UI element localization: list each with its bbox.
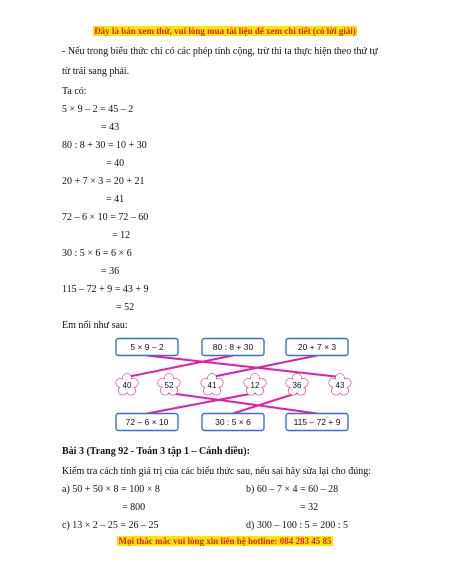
expression-label: 30 : 5 × 6 [215, 417, 251, 428]
footer-notice: Mọi thắc mắc vui lòng xin liên hệ hotline: 084 283 45 85 [118, 536, 332, 546]
calc-result: = 36 [101, 266, 120, 277]
exercise-b-result: = 32 [300, 502, 319, 513]
expression-box-top [202, 339, 264, 356]
calc-expr: 115 – 72 + 9 = 43 + 9 [62, 284, 149, 295]
flower-value: 36 [292, 381, 302, 390]
exercise-a-result: = 800 [122, 502, 146, 513]
flower-badge [244, 374, 266, 395]
expression-box-bottom [116, 414, 178, 431]
expression-label: 5 × 9 – 2 [130, 342, 164, 353]
expression-box-bottom [286, 414, 348, 431]
intro-line-2: từ trái sang phải. [62, 66, 130, 77]
calc-result: = 43 [101, 122, 120, 133]
calc-expr: 20 + 7 × 3 = 20 + 21 [62, 176, 145, 187]
expression-label: 72 – 6 × 10 [125, 417, 169, 428]
exercise-d: d) 300 – 100 : 5 = 200 : 5 [246, 520, 349, 531]
flower-badge [286, 374, 308, 395]
ta-co-label: Ta có: [62, 86, 87, 97]
flower-value: 12 [250, 381, 260, 390]
bai3-instruction: Kiểm tra cách tính giá trị của các biểu thức sau, nếu sai hãy sửa lại cho đúng: [62, 466, 372, 477]
expression-box-top [116, 339, 178, 356]
expression-box-bottom [202, 414, 264, 431]
flower-badge [158, 374, 180, 395]
flower-value: 43 [335, 381, 345, 390]
calc-expr: 30 : 5 × 6 = 6 × 6 [62, 248, 132, 259]
expression-label: 20 + 7 × 3 [297, 342, 337, 353]
expression-box-top [286, 339, 348, 356]
header-notice: Đây là bản xem thử, vui lòng mua tài liệu để xem chi tiết (có lời giải) [94, 26, 356, 36]
intro-line-1: - Nếu trong biểu thức chỉ có các phép tính cộng, trừ thì ta thực hiện theo thứ tự [62, 46, 378, 57]
flower-badge [116, 374, 138, 395]
flower-value: 41 [207, 381, 217, 390]
exercise-b: b) 60 – 7 × 4 = 60 – 28 [246, 484, 339, 495]
exercise-c: c) 13 × 2 – 25 = 26 – 25 [62, 520, 159, 531]
bai3-title: Bài 3 (Trang 92 - Toán 3 tập 1 – Cánh diều): [62, 446, 250, 457]
calc-expr: 72 – 6 × 10 = 72 – 60 [62, 212, 149, 223]
em-noi-label: Em nối như sau: [62, 320, 128, 331]
match-line [212, 356, 317, 378]
calc-result: = 12 [112, 230, 131, 241]
flower-value: 52 [164, 381, 174, 390]
expression-label: 80 : 8 + 30 [212, 342, 254, 353]
flower-badge [201, 374, 223, 395]
calc-result: = 52 [116, 302, 135, 313]
calc-expr: 80 : 8 + 30 = 10 + 30 [62, 140, 147, 151]
calc-result: = 40 [106, 158, 125, 169]
calc-expr: 5 × 9 – 2 = 45 – 2 [62, 104, 134, 115]
calc-result: = 41 [106, 194, 125, 205]
expression-label: 115 – 72 + 9 [293, 417, 341, 428]
flower-value: 40 [122, 381, 132, 390]
exercise-a: a) 50 + 50 × 8 = 100 × 8 [62, 484, 160, 495]
